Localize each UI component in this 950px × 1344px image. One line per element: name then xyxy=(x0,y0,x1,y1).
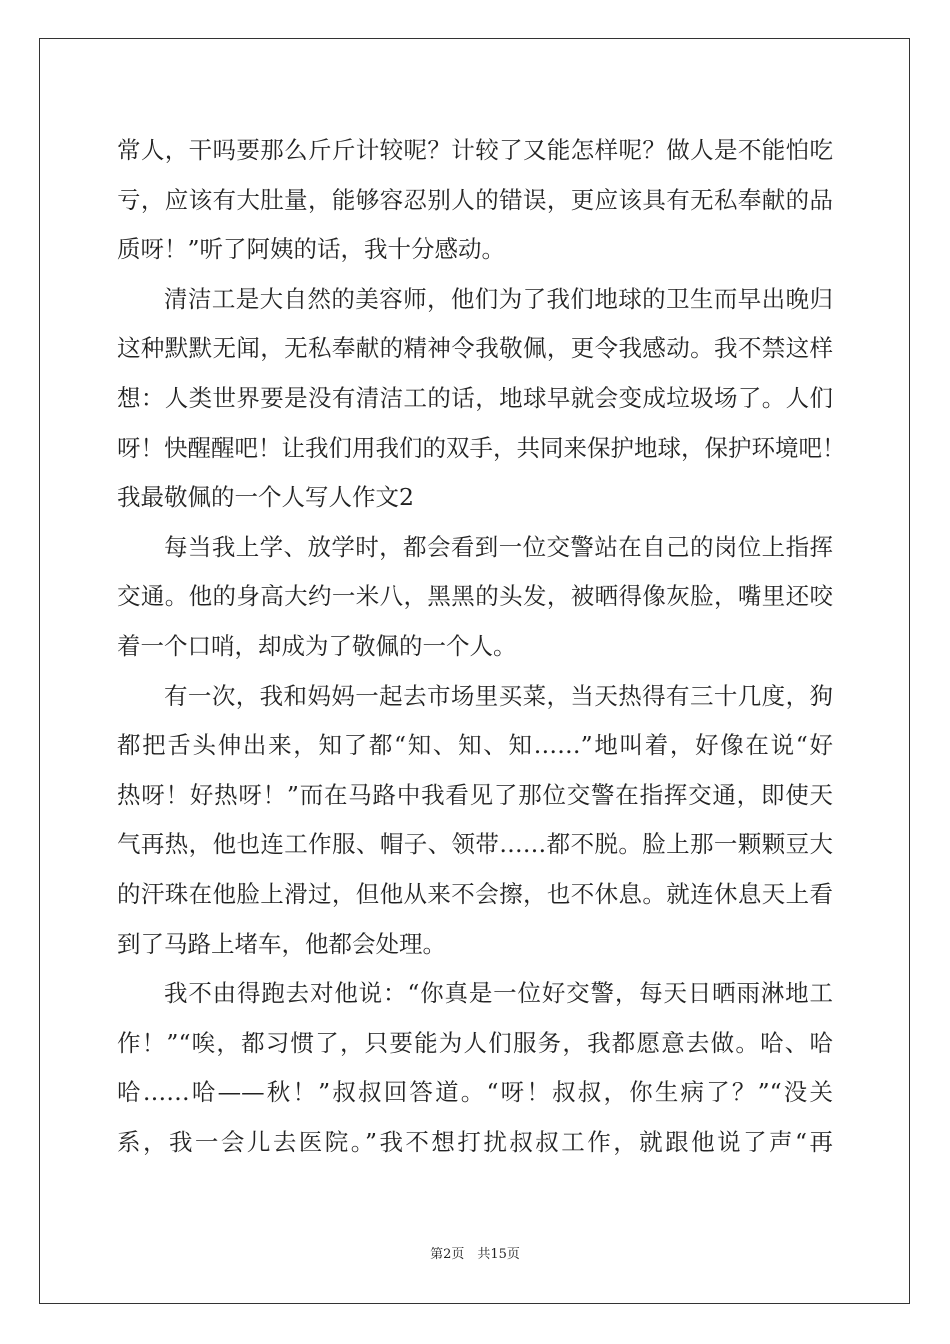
text-line: 亏，应该有大肚量，能够容忍别人的错误，更应该具有无私奉献的品 xyxy=(117,185,833,214)
text-line: 到了马路上堵车，他都会处理。 xyxy=(117,929,446,958)
text-line: 气再热，他也连工作服、帽子、领带……都不脱。脸上那一颗颗豆大 xyxy=(117,830,833,859)
document-body xyxy=(117,126,846,1167)
text-line: 我不由得跑去对他说：“你真是一位好交警，每天日晒雨淋地工 xyxy=(164,979,833,1008)
text-line: 作！”“唉，都习惯了，只要能为人们服务，我都愿意去做。哈、哈 xyxy=(117,1028,833,1057)
text-line: 呀！快醒醒吧！让我们用我们的双手，共同来保护地球，保护环境吧！ xyxy=(117,433,846,462)
text-line: 每当我上学、放学时，都会看到一位交警站在自己的岗位上指挥 xyxy=(164,532,833,561)
text-line: 有一次，我和妈妈一起去市场里买菜，当天热得有三十几度，狗 xyxy=(164,681,833,710)
text-line: 着一个口哨，却成为了敬佩的一个人。 xyxy=(117,631,517,660)
text-line: 的汗珠在他脸上滑过，但他从来不会擦，也不休息。就连休息天上看 xyxy=(117,879,833,908)
text-line: 都把舌头伸出来，知了都“知、知、知……”地叫着，好像在说“好 xyxy=(117,731,833,760)
text-line: 清洁工是大自然的美容师，他们为了我们地球的卫生而早出晚归 xyxy=(164,284,833,313)
text-line: 系，我一会儿去医院。”我不想打扰叔叔工作，就跟他说了声“再 xyxy=(117,1127,833,1156)
text-line: 交通。他的身高大约一米八，黑黑的头发，被晒得像灰脸，嘴里还咬 xyxy=(117,582,833,611)
page-footer: 第2页 共15页 xyxy=(430,1247,520,1262)
text-line: 质呀！”听了阿姨的话，我十分感动。 xyxy=(117,235,506,264)
text-line: 我最敬佩的一个人写人作文2 xyxy=(117,483,414,512)
text-line: 这种默默无闻，无私奉献的精神令我敬佩，更令我感动。我不禁这样 xyxy=(117,334,833,363)
text-line: 想：人类世界要是没有清洁工的话，地球早就会变成垃圾场了。人们 xyxy=(117,383,833,412)
text-line: 热呀！好热呀！”而在马路中我看见了那位交警在指挥交通，即使天 xyxy=(117,780,833,809)
text-line: 常人，干吗要那么斤斤计较呢？计较了又能怎样呢？做人是不能怕吃 xyxy=(117,136,833,164)
text-line: 哈……哈——秋！”叔叔回答道。“呀！叔叔，你生病了？”“没关 xyxy=(117,1078,833,1107)
